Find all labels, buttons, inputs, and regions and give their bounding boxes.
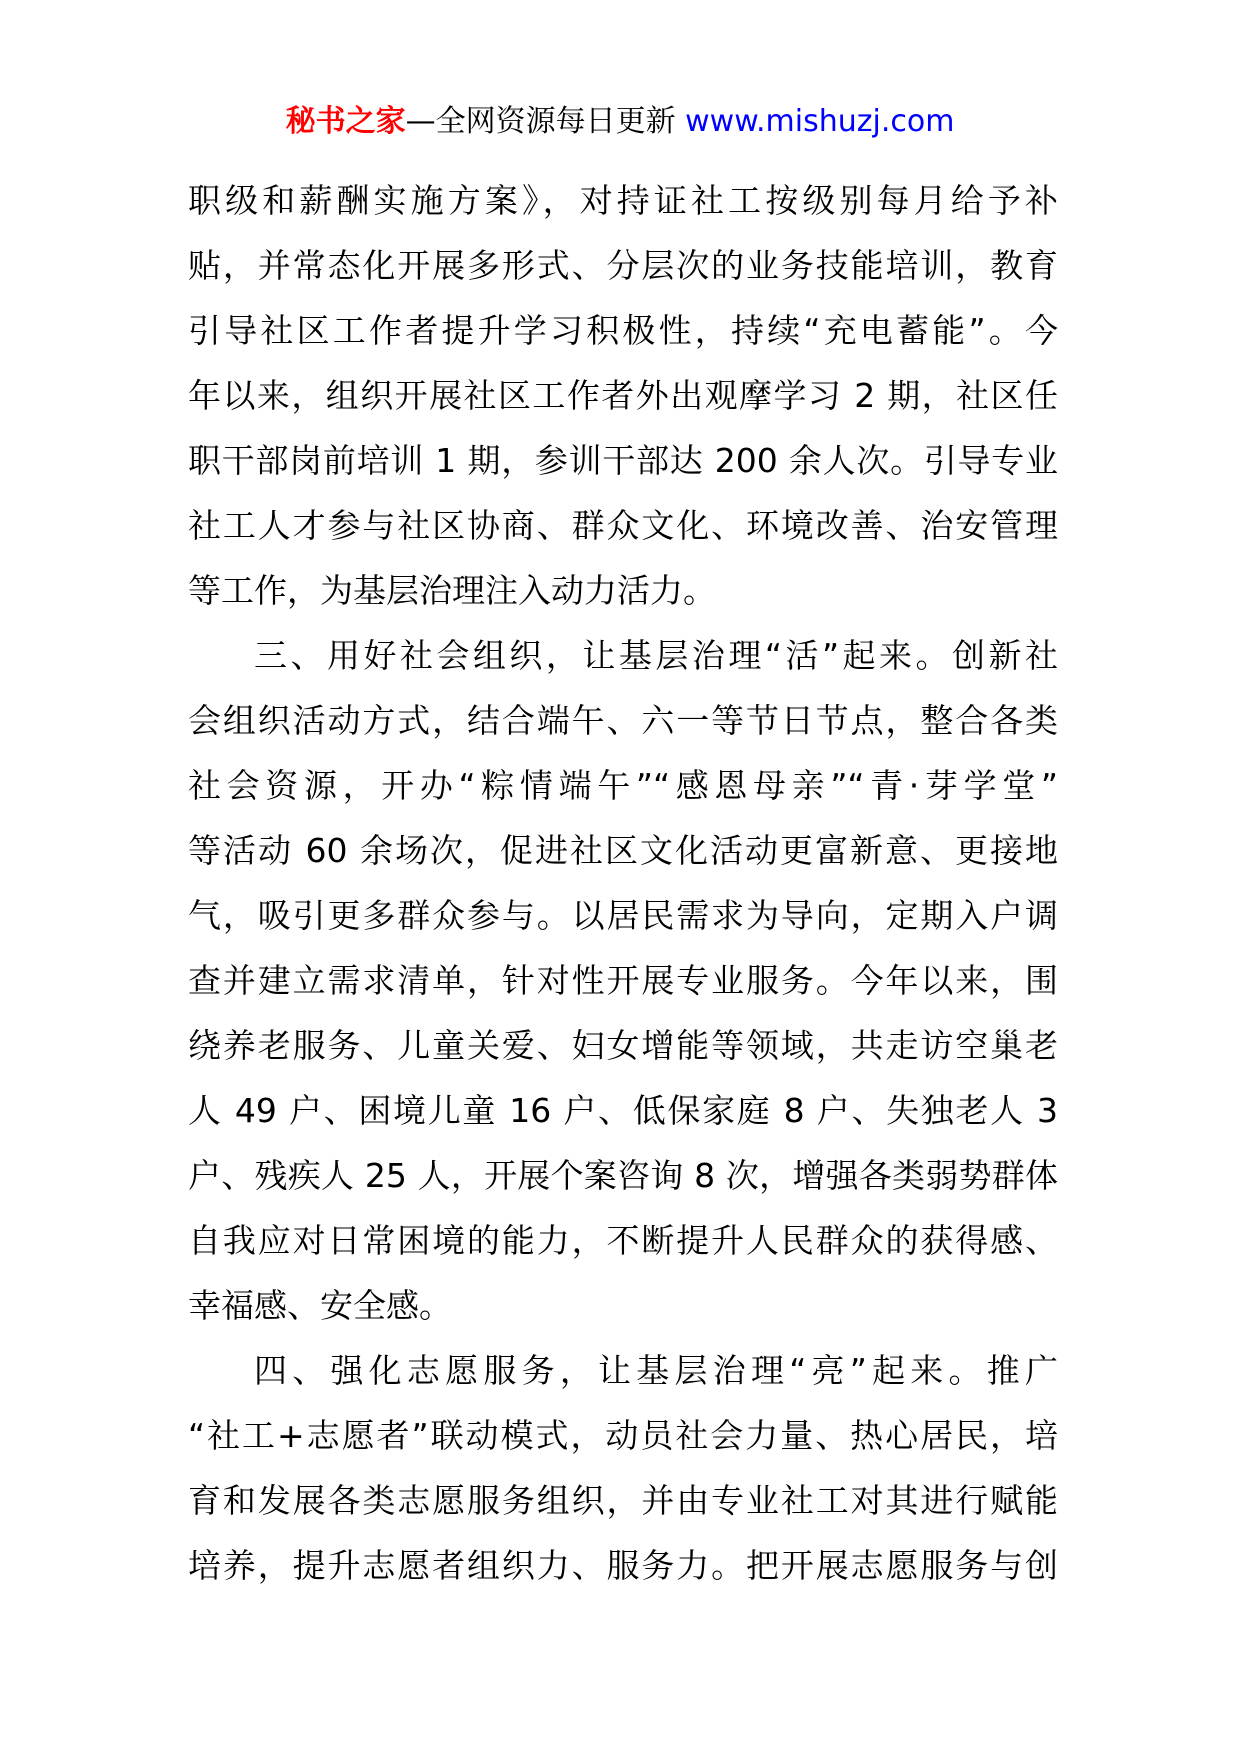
text-line: 年以来，组织开展社区工作者外出观摩学习 2 期，社区任 bbox=[188, 376, 1058, 415]
text-line: 气，吸引更多群众参与。以居民需求为导向，定期入户调 bbox=[188, 896, 1058, 935]
text-line: 等活动 60 余场次，促进社区文化活动更富新意、更接地 bbox=[188, 831, 1058, 870]
text-line: 社会资源，开办“粽情端午”“感恩母亲”“青·芽学堂” bbox=[188, 766, 1058, 805]
text-line: 查并建立需求清单，针对性开展专业服务。今年以来，围 bbox=[188, 961, 1058, 1000]
section-heading-line: 四、强化志愿服务，让基层治理“亮”起来。推广 bbox=[254, 1351, 1058, 1390]
text-line: 会组织活动方式，结合端午、六一等节日节点，整合各类 bbox=[188, 701, 1058, 740]
text-line: 人 49 户、困境儿童 16 户、低保家庭 8 户、失独老人 3 bbox=[188, 1091, 1058, 1130]
watermark-header bbox=[0, 102, 1240, 142]
text-line: 职级和薪酬实施方案》，对持证社工按级别每月给予补 bbox=[188, 181, 1058, 220]
text-line: 社工人才参与社区协商、群众文化、环境改善、治安管理 bbox=[188, 506, 1058, 545]
brand-name: 秘书之家 bbox=[285, 104, 406, 139]
section-heading-line: 三、用好社会组织，让基层治理“活”起来。创新社 bbox=[254, 636, 1058, 675]
document-body bbox=[188, 168, 1058, 1598]
text-line: 培养，提升志愿者组织力、服务力。把开展志愿服务与创 bbox=[188, 1546, 1058, 1585]
text-line: 职干部岗前培训 1 期，参训干部达 200 余人次。引导专业 bbox=[188, 441, 1058, 480]
header-tagline: —全网资源每日更新 bbox=[405, 104, 686, 139]
text-line: 户、残疾人 25 人，开展个案咨询 8 次，增强各类弱势群体 bbox=[188, 1156, 1058, 1195]
text-line: 幸福感、安全感。 bbox=[188, 1286, 452, 1325]
text-line: 自我应对日常困境的能力，不断提升人民群众的获得感、 bbox=[188, 1221, 1058, 1260]
text-line: 引导社区工作者提升学习积极性，持续“充电蓄能”。今 bbox=[188, 311, 1058, 350]
text-line: 育和发展各类志愿服务组织，并由专业社工对其进行赋能 bbox=[188, 1481, 1058, 1520]
text-line: 绕养老服务、儿童关爱、妇女增能等领域，共走访空巢老 bbox=[188, 1026, 1058, 1065]
text-line: 贴，并常态化开展多形式、分层次的业务技能培训，教育 bbox=[188, 246, 1058, 285]
text-line: 等工作，为基层治理注入动力活力。 bbox=[188, 571, 716, 610]
site-url[interactable]: www.mishuzj.com bbox=[685, 104, 955, 139]
text-line: “社工+志愿者”联动模式，动员社会力量、热心居民，培 bbox=[188, 1416, 1058, 1455]
